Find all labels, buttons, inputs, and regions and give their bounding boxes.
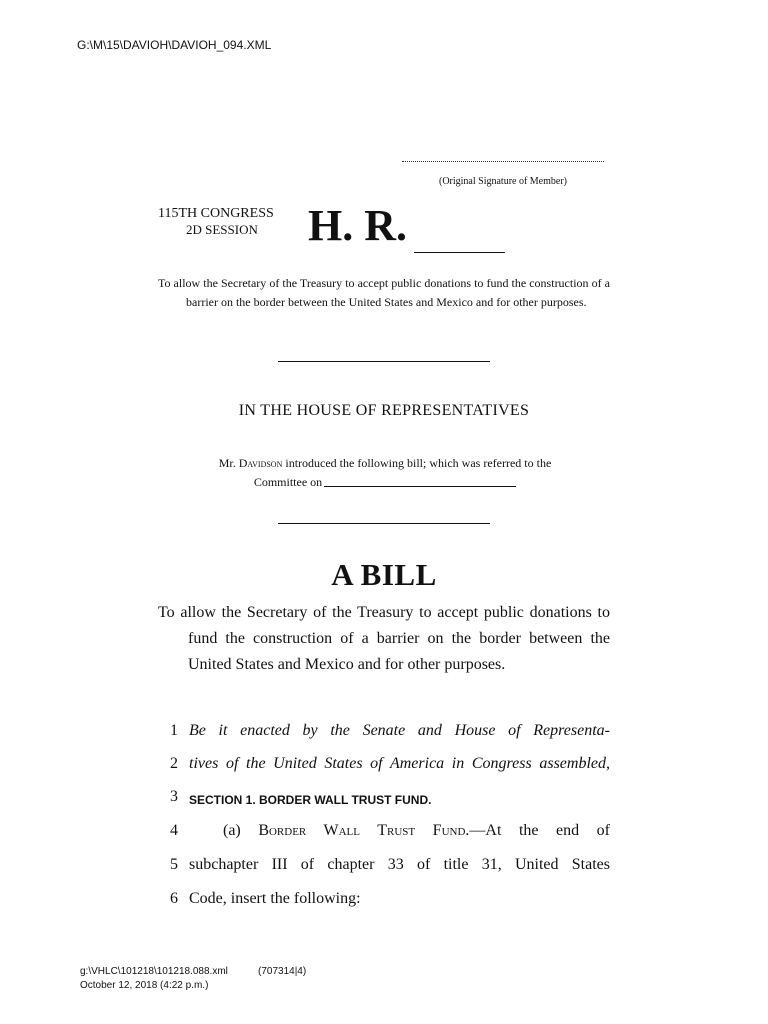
signature-line: [402, 161, 604, 162]
subsection-a-line: [189, 822, 610, 840]
enacting-clause-line: Be it enacted by the Senate and House of Representa-: [189, 722, 610, 739]
subsection-text: .—At the end of: [465, 822, 610, 839]
footer-file-path: g:\VHLC\101218\101218.088.xml: [80, 966, 228, 977]
a-bill-heading: A BILL: [331, 557, 437, 592]
introduction-text: introduced the following bill; which was referred to the: [285, 456, 552, 470]
body-line: Code, insert the following:: [189, 890, 361, 907]
subsection-heading: Border Wall Trust Fund: [258, 822, 466, 839]
line-number: 3: [170, 788, 178, 805]
line-number: 6: [170, 890, 178, 907]
file-path-header: G:\M\15\DAVIOH\DAVIOH_094.XML: [77, 38, 272, 52]
bill-number: H. R.: [308, 201, 407, 250]
line-number: 4: [170, 822, 178, 839]
house-heading: IN THE HOUSE OF REPRESENTATIVES: [238, 402, 530, 419]
footer-code: (707314|4): [258, 966, 307, 977]
subsection-prefix: (a): [223, 822, 241, 839]
line-number: 2: [170, 755, 178, 772]
short-title: To allow the Secretary of the Treasury to accept public donations to fund the construction of a barrier on the border between the United States and Mexico and for other purposes.: [158, 276, 610, 309]
enacting-clause-line: tives of the United States of America in Congress assembled,: [189, 755, 610, 772]
line-number: 1: [170, 722, 178, 739]
divider-rule: [278, 361, 490, 362]
divider-rule: [278, 523, 490, 524]
session-label: 2D SESSION: [186, 222, 258, 237]
line-number: 5: [170, 856, 178, 873]
footer-date: October 12, 2018 (4:22 p.m.): [80, 980, 209, 991]
committee-blank: [324, 486, 516, 487]
introduction-statement: [180, 454, 590, 492]
long-title: To allow the Secretary of the Treasury to accept public donations to fund the construction of a barrier on the border between the United States and Mexico and for other purposes.: [158, 604, 610, 673]
sponsor-name: Davidson: [238, 456, 283, 470]
signature-caption: (Original Signature of Member): [438, 176, 568, 187]
bill-number-blank: [414, 252, 505, 253]
section-heading: SECTION 1. BORDER WALL TRUST FUND.: [189, 793, 432, 807]
body-line: subchapter III of chapter 33 of title 31, United States: [189, 856, 610, 873]
committee-label: Committee on: [253, 475, 323, 489]
congress-label: 115TH CONGRESS: [158, 206, 274, 221]
sponsor-prefix: Mr.: [218, 456, 236, 470]
